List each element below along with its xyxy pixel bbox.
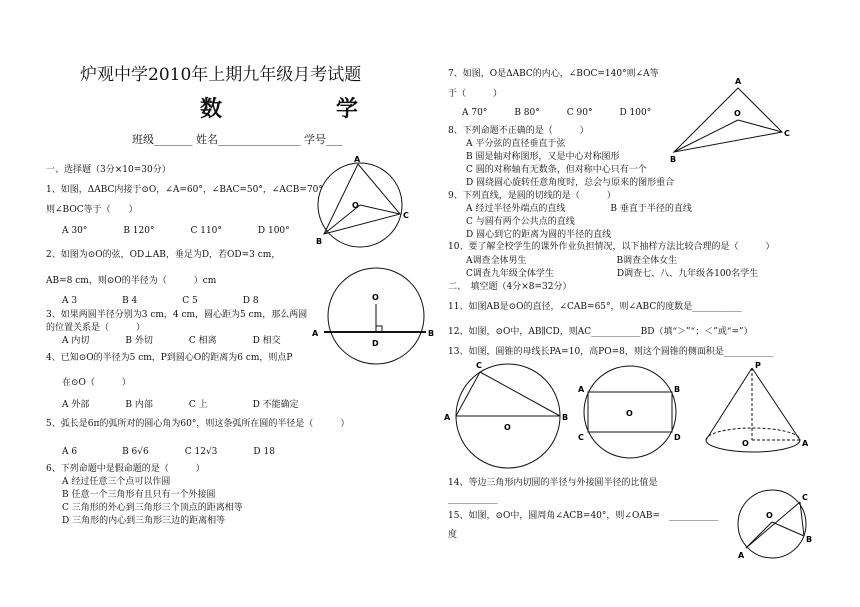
q13-label-p: P — [755, 361, 761, 370]
q15-ob — [772, 522, 804, 536]
q11-label-b: B — [562, 413, 569, 422]
q2-label-b: B — [428, 329, 435, 338]
q6-option-c: C 三角形的外心到三角形三个顶点的距离相等 — [62, 503, 243, 513]
section-1-heading: 一、选择题（3分×10=30分） — [46, 165, 171, 175]
q15-text: 15、如图，⊙O中，圆周角∠ACB=40°，则∠OAB= ___________ — [448, 511, 719, 521]
q7-ob — [674, 120, 738, 152]
q3-text-2: 的位置关系是（ ） — [46, 323, 146, 333]
q7-text: 7、如图，O是ΔABC的内心，∠BOC=140°则∠A等 — [448, 69, 659, 79]
q2-text: 2、如图为⊙O的弦，OD⊥AB，垂足为D，若OD=3 cm， — [46, 250, 281, 260]
q2-text-2: AB=8 cm，则⊙O的半径为（ ）cm — [46, 276, 217, 286]
q2-label-o: O — [372, 293, 379, 302]
q15-label-a: A — [738, 551, 745, 560]
q12-figure — [578, 364, 688, 464]
q10-text: 10、要了解全校学生的课外作业负担情况，以下抽样方法比较合理的是（ ） — [448, 242, 775, 252]
q2-label-a: A — [312, 329, 319, 338]
q1-label-b: B — [316, 237, 323, 246]
q11-cb — [480, 372, 560, 416]
q12-label-o: O — [626, 409, 633, 418]
q15-label-c: C — [802, 493, 808, 502]
q4-text-2: 在⊙O（ ） — [62, 378, 131, 388]
q1-options: A 30° B 120° C 110° D 100° — [62, 226, 290, 236]
q3-options: A 内切 B 外切 C 相离 D 相交 — [62, 336, 281, 346]
q7-label-o: O — [734, 109, 741, 118]
q13-base-front — [706, 440, 800, 452]
q8-option-c: C 圆的对称轴有无数条，但对称中心只有一个 — [466, 165, 647, 175]
q15-label-b: B — [806, 535, 813, 544]
q6-option-d: D 三角形的内心到三角形三边的距离相等 — [62, 516, 226, 526]
q13-slant-right — [752, 368, 800, 440]
q14-text: 14、等边三角形内切圆的半径与外接圆半径的比值是 — [448, 478, 658, 488]
q3-text: 3、如果两圆半径分别为3 cm，4 cm，圆心距为5 cm，那么两圆 — [46, 310, 308, 320]
q1-label-o: O — [352, 201, 359, 210]
q1-text-2: 则∠BOC等于（ ） — [46, 205, 138, 215]
q11-label-c: C — [476, 361, 482, 370]
q5-text: 5、弧长是6π的弧所对的圆心角为60°，则这条弧所在圆的半径是（ ） — [46, 419, 350, 429]
q2-figure — [312, 262, 438, 372]
page-title: 炉观中学2010年上期九年级月考试题 — [80, 65, 362, 85]
q1-figure — [310, 155, 420, 260]
q1-label-a: A — [354, 155, 361, 164]
q7-label-c: C — [784, 129, 790, 138]
q11-label-a: A — [444, 413, 451, 422]
q9-option-d: D 圆心到它的距离为圆的半径的直线 — [466, 230, 612, 240]
q7-text-2: 于（ ） — [448, 89, 503, 99]
q9-text: 9、下列直线，是圆的切线的是（ ） — [448, 191, 616, 201]
q13-label-o: O — [742, 439, 749, 448]
q8-option-b: B 圆是轴对称图形，又是中心对称图形 — [466, 152, 620, 162]
q1-text: 1、如图，ΔABC内接于⊙O，∠A=60°，∠BAC=50°，∠ACB=70° — [46, 185, 323, 195]
q6-option-b: B 任意一个三角形有且只有一个外接圆 — [62, 490, 216, 500]
q5-options: A 6 B 6√6 C 12√3 D 18 — [62, 447, 275, 457]
q2-label-d: D — [372, 339, 379, 348]
q12-label-c: C — [578, 433, 584, 442]
q11-ac — [456, 372, 480, 416]
q15-figure — [732, 488, 822, 568]
q15-oa — [746, 522, 772, 548]
q9-option-ab: A 经过半径外端点的直线 B 垂直于半径的直线 — [466, 204, 692, 214]
q2-options: A 3 B 4 C 5 D 8 — [62, 296, 259, 306]
q7-triangle — [674, 88, 782, 152]
q6-text: 6、下列命题中是假命题的是（ ） — [46, 464, 205, 474]
q8-option-a: A 平分弦的直径垂直于弦 — [466, 139, 566, 149]
q8-option-d: D 圆绕圆心旋转任意角度时，总会与原来的图形重合 — [466, 178, 675, 188]
q7-options: A 70° B 80° C 90° D 100° — [462, 108, 652, 118]
q7-figure — [668, 77, 798, 164]
q15-unit: 度 — [448, 530, 458, 540]
q10-option-ab: A调查全体男生 B调查全体女生 — [466, 256, 678, 266]
q12-text: 12、如图，⊙O中，AB∥CD，则AC___________BD（填“＞”“；＜”或“=”） — [448, 327, 753, 337]
q14-blank: ___________ — [448, 494, 498, 504]
q7-label-a: A — [735, 77, 742, 86]
q10-option-cd: C调查九年级全体学生 D调查七、八、九年级各100名学生 — [466, 269, 759, 279]
q11-figure — [444, 360, 570, 470]
q9-option-c: C 与圆有两个公共点的直线 — [466, 217, 575, 227]
subject-title: 数 学 — [200, 96, 405, 122]
q15-ca — [746, 502, 800, 548]
q13-text: 13、如图，圆锥的母线长PA=10，高PO=8，则这个圆锥的侧面积是___________ — [448, 347, 774, 357]
q4-options: A 外部 B 内部 C 上 D 不能确定 — [62, 400, 299, 410]
q7-label-b: B — [670, 155, 677, 164]
q4-text: 4、已知⊙O的半径为5 cm，P到圆心O的距离为6 cm，则点P — [46, 353, 293, 363]
q12-label-d: D — [674, 433, 681, 442]
q11-label-o: O — [504, 423, 511, 432]
q8-text: 8、下列命题不正确的是（ ） — [448, 126, 589, 136]
q13-figure — [700, 360, 810, 470]
q12-label-a: A — [578, 385, 585, 394]
student-info: 班级_______ 姓名_______________ 学号___ — [132, 133, 343, 146]
q6-option-a: A 经过任意三个点可以作圆 — [62, 477, 171, 487]
q11-text: 11、如图AB是⊙O的直径，∠CAB=65°，则∠ABC的度数是___________ — [448, 302, 742, 312]
q12-label-b: B — [674, 385, 681, 394]
q1-label-c: C — [403, 211, 409, 220]
q15-label-o: O — [766, 511, 773, 520]
q13-label-a: A — [802, 439, 809, 448]
q13-base-back — [706, 428, 800, 440]
q15-circle — [738, 490, 806, 558]
section-2-heading: 二、 填空题（4分×8=32分） — [448, 282, 572, 292]
